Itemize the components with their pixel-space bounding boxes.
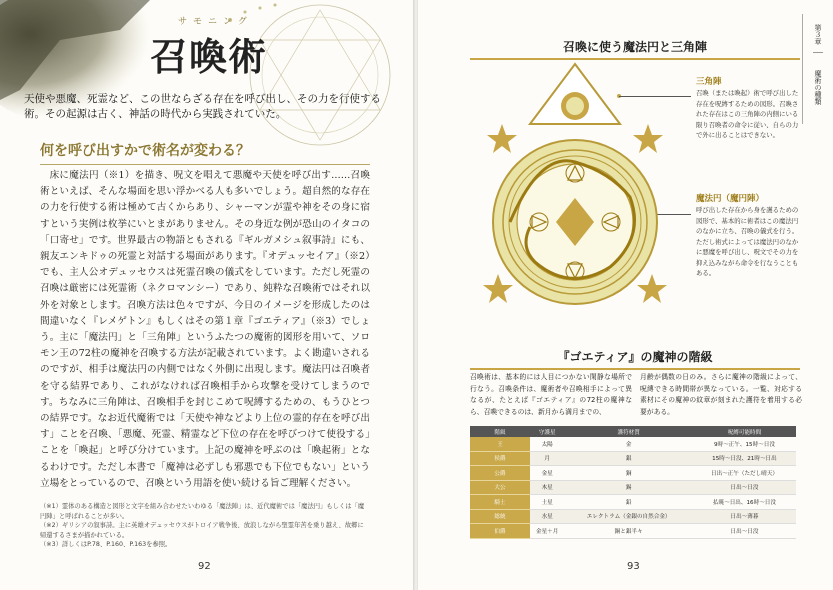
table-cell: エレクトラム（金銀の自然合金）: [564, 509, 693, 524]
section-heading-text: 何を呼び出すかで術名が変わる？: [40, 143, 250, 159]
magic-circle-icon: [493, 140, 657, 304]
circle-label-title: 魔法円（魔円陣）: [696, 194, 765, 204]
table-cell: 騎士: [470, 495, 530, 510]
table-row: [470, 466, 796, 481]
body-paragraph: 床に魔法円（※1）を描き、呪文を唱えて悪魔や天使を呼び出す……召喚術といえば、そんな場面を思い浮かべる人も多いでしょう。超自然的な存在の力を行使する術は極めて古くからあり、シャーマンが霊や神をその身に宿すという実例は枚挙にいとまがありません。その身近な例が恐山のイタコの「口寄せ」です。世界最古の物語ともされる『ギルガメシュ叙事詩』にも、親友エンキドゥの死霊と対話する場面があります。『オデュッセイア』（※2）でも、主人公オデュッセウスは死霊召喚の儀式をしています。ただし死霊の召喚は厳密には死霊術（ネクロマンシー）であり、純粋な召喚術ではそれ以外を対象とします。召喚方法は色々ですが、今日のイメージを形成したのは間違いなく『レメゲトン』もしくはその第１章『ゴエティア』（※3）でしょう。主に「魔法円」と「三角陣」というふたつの魔術的図形を用いて、ソロモン王の72柱の魔神を召喚する方法が記載されています。よく勘違いされるのですが、相手は魔法円の内側ではなく外側に出現します。魔法円は召喚者を守る結界であり、これがなければ召喚相手から攻撃を受けてしまうのです。ちなみに三角陣は、召喚相手を封じこめて呪縛するための、もうひとつの結界です。なお近代魔術では「天使や神などより上位の霊的存在を呼び出す」ことを召喚、「悪魔、死霊、精霊など下位の存在を呼びつけて使役する」ことを「喚起」と呼び分けています。上記の魔神を呼ぶのは「喚起術」となるわけです。ただし本書で「魔神は必ずしも邪悪でも下位でもない」という立場をとっているので、召喚という用語を使い続ける旨ご理解ください。: [40, 170, 370, 489]
page-number-right: 93: [627, 561, 640, 572]
table-cell: 銀: [564, 451, 693, 466]
table-cell: 銅と銀半々: [564, 524, 693, 539]
diagram-heading-text: 召喚に使う魔法円と三角陣: [562, 40, 707, 54]
triangle-label-title: 三角陣: [696, 77, 722, 87]
table-cell: 鉛: [564, 495, 693, 510]
page-title: 召喚術: [150, 34, 268, 79]
table-row: [470, 437, 796, 451]
table-cell: 総統: [470, 509, 530, 524]
diagram-heading: [470, 36, 800, 60]
table-cell: 払暁～日出、16時～日没: [693, 495, 796, 510]
table-cell: 日出～薄暮: [693, 509, 796, 524]
chapter-label: 第３章: [813, 20, 823, 53]
lead-paragraph: 天使や悪魔、死霊など、この世ならざる存在を呼び出し、その力を行使する術。その起源は古く、神話の時代から実践されていた。: [24, 93, 381, 120]
table-cell: 金星: [530, 466, 564, 481]
table-row: [470, 495, 796, 510]
section-heading: [40, 140, 370, 165]
table-cell: 大公: [470, 480, 530, 495]
footnotes: [40, 502, 370, 550]
table-cell: 銅: [564, 466, 693, 481]
intro-text-left: 召喚術は、基本的には人目につかない閑静な場所で行なう。召喚条件は、魔術者や召喚相手によって異なるが、たとえば『ゴエティア』の72柱の魔神なら、召喚できるのは、新月から満月までの、: [470, 373, 632, 416]
table-row: [470, 451, 796, 466]
table-cell: 水星: [530, 509, 564, 524]
footnote: （※3）詳しくはP.78、P.160、P.163を参照。: [40, 541, 172, 548]
summoning-triangle-icon: [530, 64, 620, 124]
magic-circle-triangle-diagram: [470, 62, 680, 320]
table-cell: 土星: [530, 495, 564, 510]
hierarchy-heading: [470, 346, 800, 370]
title-ruby: サモニング: [178, 17, 253, 27]
table-cell: 王: [470, 437, 530, 451]
hierarchy-heading-text: 『ゴエティア』の魔神の階級: [557, 350, 713, 364]
footnote: （※1）霊体のある構造と図形と文字を組み合わせたいわゆる「魔法陣」は、近代魔術では「魔法円」もしくは「魔円陣」と呼ばれることが多い。: [40, 503, 365, 520]
table-cell: 日出～日没: [693, 524, 796, 539]
table-cell: 公爵: [470, 466, 530, 481]
chapter-side-tab: [803, 20, 833, 117]
table-header: 階級: [470, 426, 530, 437]
table-header: 護符材質: [564, 426, 693, 437]
table-cell: 太陽: [530, 437, 564, 451]
intro-text-right: 月齢が偶数の日のみ。さらに魔神の階級によって、呪縛できる時間帯が異なっている。一覧、対応する素材にその魔神の紋章が刻まれた護符を着用する必要がある。: [640, 373, 802, 416]
table-cell: 金星＋月: [530, 524, 564, 539]
table-cell: 伯爵: [470, 524, 530, 539]
table-cell: 錫: [564, 480, 693, 495]
table-cell: 金: [564, 437, 693, 451]
table-header-row: [470, 426, 796, 437]
table-cell: 日出～日没: [693, 480, 796, 495]
table-row: [470, 509, 796, 524]
table-row: [470, 524, 796, 539]
table-row: [470, 480, 796, 495]
circle-label-text: 呼び出した存在から身を護るための図形で、基本的に術者はこの魔法円のなかに立ち、召喚の儀式を行う。ただし術式によっては魔法円のなかに悪魔を呼び出し、呪文でその力を抑え込みながら命令を行なうこともある。: [696, 206, 799, 277]
page-number-left: 92: [198, 561, 211, 572]
table-cell: 月: [530, 451, 564, 466]
footnote: （※2）ギリシアの叙事詩。主に英雄オデュッセウスがトロイア戦争後、放浪しながら聖霊年苦を乗り越え、故郷に帰還するさまが描かれている。: [40, 522, 364, 539]
table-header: 守護星: [530, 426, 564, 437]
table-cell: 9時～正午、15時～日没: [693, 437, 796, 451]
table-cell: 木星: [530, 480, 564, 495]
chapter-topic: 魔術の種類: [814, 69, 822, 105]
triangle-label-text: 召喚（または喚起）術で呼び出した存在を呪縛するための図形。召喚された存在はこの三角陣の内側にいる限り召喚者の命令に従い、自らの力で外に出ることはできない。: [696, 89, 799, 139]
table-cell: 日出～正午（ただし晴天）: [693, 466, 796, 481]
table-cell: 15時～日没、21時～日出: [693, 451, 796, 466]
table-cell: 侯爵: [470, 451, 530, 466]
table-header: 呪縛可能時間: [693, 426, 796, 437]
left-page: [0, 0, 414, 590]
demon-rank-table: [470, 426, 796, 539]
